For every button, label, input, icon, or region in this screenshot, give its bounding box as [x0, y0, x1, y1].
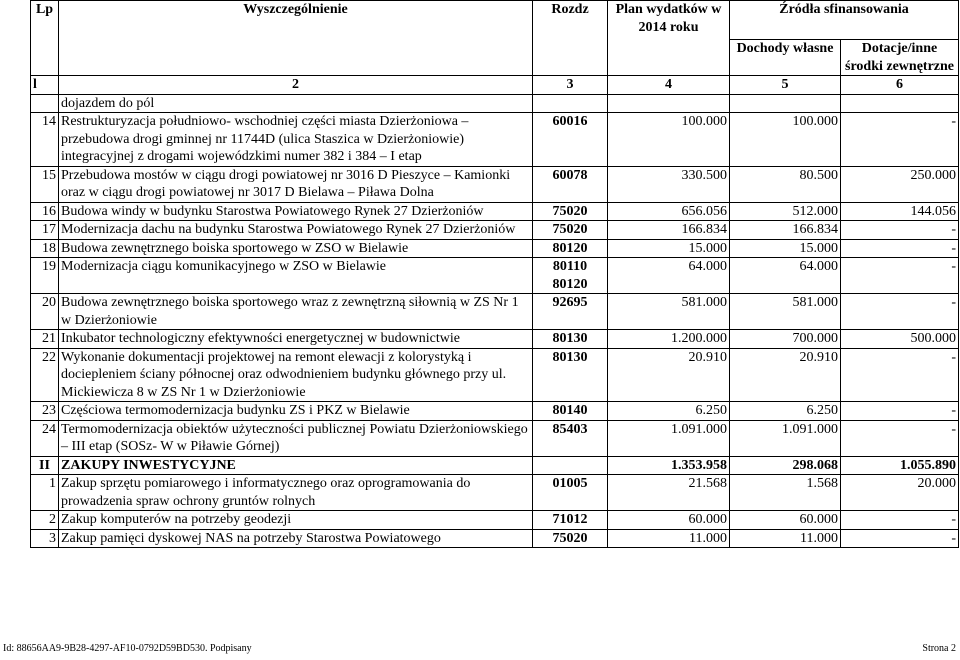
- header-row: [31, 1, 959, 40]
- column-number: 5: [730, 76, 841, 95]
- row-own-income: 166.834: [730, 221, 841, 240]
- table-row: [31, 202, 959, 221]
- row-plan-amount: 20.910: [608, 348, 730, 402]
- section-row: [31, 456, 959, 475]
- row-grants: -: [841, 239, 959, 258]
- row-rozdz: 75020: [533, 529, 608, 548]
- header-item: Wyszczególnienie: [59, 1, 533, 76]
- row-rozdz: 01005: [533, 475, 608, 511]
- row-rozdz: 80120: [533, 239, 608, 258]
- row-rozdz: [533, 456, 608, 475]
- row-description: Inkubator technologiczny efektywności energetycznej w budownictwie: [59, 330, 533, 349]
- header-sources: Źródła sfinansowania: [730, 1, 959, 40]
- row-description: Zakup sprzętu pomiarowego i informatycznego oraz oprogramowania do prowadzenia spraw ochrony gruntów rolnych: [59, 475, 533, 511]
- row-plan-amount: 21.568: [608, 475, 730, 511]
- row-grants: 250.000: [841, 166, 959, 202]
- row-plan-amount: 15.000: [608, 239, 730, 258]
- table-row: [31, 94, 959, 113]
- row-own-income: 581.000: [730, 294, 841, 330]
- column-number: 2: [59, 76, 533, 95]
- column-number: l: [31, 76, 59, 95]
- row-description: Termomodernizacja obiektów użyteczności publicznej Powiatu Dzierżoniowskiego – III etap (SOSz- W w Piławie Górnej): [59, 420, 533, 456]
- row-rozdz: [533, 94, 608, 113]
- row-grants: -: [841, 294, 959, 330]
- table-row: [31, 420, 959, 456]
- row-grants: [841, 94, 959, 113]
- row-rozdz: 75020: [533, 221, 608, 240]
- row-description: Wykonanie dokumentacji projektowej na remont elewacji z kolorystyką i dociepleniem ściany północnej oraz odwodnieniem budynku głównego przy ul. Mickiewicza 8 w ZS Nr 1 w Dzierżoniowie: [59, 348, 533, 402]
- table-row: [31, 511, 959, 530]
- row-rozdz: 80140: [533, 402, 608, 421]
- row-description: Budowa windy w budynku Starostwa Powiatowego Rynek 27 Dzierżoniów: [59, 202, 533, 221]
- row-description: Przebudowa mostów w ciągu drogi powiatowej nr 3016 D Pieszyce – Kamionki oraz w ciągu drogi powiatowej nr 3017 D Bielawa – Piława Dolna: [59, 166, 533, 202]
- document-id-footer: Id: 88656AA9-9B28-4297-AF10-0792D59BD530. Podpisany: [3, 643, 252, 654]
- row-plan-amount: 11.000: [608, 529, 730, 548]
- row-grants: -: [841, 511, 959, 530]
- header-plan: Plan wydatków w 2014 roku: [608, 1, 730, 76]
- row-grants: 20.000: [841, 475, 959, 511]
- row-own-income: 298.068: [730, 456, 841, 475]
- row-description: Zakup pamięci dyskowej NAS na potrzeby Starostwa Powiatowego: [59, 529, 533, 548]
- row-own-income: 64.000: [730, 258, 841, 294]
- row-own-income: 1.091.000: [730, 420, 841, 456]
- table-row: [31, 113, 959, 167]
- row-lp: [31, 94, 59, 113]
- row-lp: 19: [31, 258, 59, 294]
- row-plan-amount: 1.200.000: [608, 330, 730, 349]
- row-own-income: 512.000: [730, 202, 841, 221]
- row-own-income: 11.000: [730, 529, 841, 548]
- row-grants: -: [841, 402, 959, 421]
- table-row: [31, 294, 959, 330]
- table-body: [31, 94, 959, 548]
- row-rozdz: 75020: [533, 202, 608, 221]
- row-grants: -: [841, 348, 959, 402]
- column-number: 4: [608, 76, 730, 95]
- row-own-income: 80.500: [730, 166, 841, 202]
- row-grants: 500.000: [841, 330, 959, 349]
- row-plan-amount: 166.834: [608, 221, 730, 240]
- row-own-income: 60.000: [730, 511, 841, 530]
- row-own-income: 20.910: [730, 348, 841, 402]
- row-description: ZAKUPY INWESTYCYJNE: [59, 456, 533, 475]
- table-row: [31, 330, 959, 349]
- table-row: [31, 402, 959, 421]
- table-row: [31, 475, 959, 511]
- row-lp: 1: [31, 475, 59, 511]
- header-grants: Dotacje/inne środki zewnętrzne: [841, 40, 959, 76]
- row-lp: 3: [31, 529, 59, 548]
- column-number: 6: [841, 76, 959, 95]
- row-lp: 17: [31, 221, 59, 240]
- row-lp: 18: [31, 239, 59, 258]
- row-grants: -: [841, 420, 959, 456]
- table-row: [31, 166, 959, 202]
- row-own-income: 100.000: [730, 113, 841, 167]
- budget-table: [30, 0, 959, 548]
- row-rozdz: 71012: [533, 511, 608, 530]
- row-plan-amount: 656.056: [608, 202, 730, 221]
- row-grants: 144.056: [841, 202, 959, 221]
- row-rozdz: 80110 80120: [533, 258, 608, 294]
- row-rozdz: 85403: [533, 420, 608, 456]
- row-plan-amount: 100.000: [608, 113, 730, 167]
- row-plan-amount: 330.500: [608, 166, 730, 202]
- row-plan-amount: 64.000: [608, 258, 730, 294]
- row-grants: -: [841, 113, 959, 167]
- column-number: 3: [533, 76, 608, 95]
- row-lp: 24: [31, 420, 59, 456]
- row-grants: -: [841, 529, 959, 548]
- row-description: Zakup komputerów na potrzeby geodezji: [59, 511, 533, 530]
- header-own-income: Dochody własne: [730, 40, 841, 76]
- row-description: Budowa zewnętrznego boiska sportowego w ZSO w Bielawie: [59, 239, 533, 258]
- table-row: [31, 529, 959, 548]
- header-lp: Lp: [31, 1, 59, 76]
- row-grants: -: [841, 258, 959, 294]
- table-row: [31, 239, 959, 258]
- row-own-income: 700.000: [730, 330, 841, 349]
- row-rozdz: 80130: [533, 330, 608, 349]
- row-description: Budowa zewnętrznego boiska sportowego wraz z zewnętrzną siłownią w ZS Nr 1 w Dzierżoniowie: [59, 294, 533, 330]
- table-row: [31, 258, 959, 294]
- row-own-income: [730, 94, 841, 113]
- header-rozdz: Rozdz: [533, 1, 608, 76]
- row-lp: 22: [31, 348, 59, 402]
- page-number-footer: Strona 2: [922, 643, 956, 654]
- row-lp: 23: [31, 402, 59, 421]
- row-rozdz: 60078: [533, 166, 608, 202]
- row-description: Modernizacja dachu na budynku Starostwa Powiatowego Rynek 27 Dzierżoniów: [59, 221, 533, 240]
- row-own-income: 1.568: [730, 475, 841, 511]
- row-plan-amount: [608, 94, 730, 113]
- row-lp: II: [31, 456, 59, 475]
- row-lp: 16: [31, 202, 59, 221]
- row-plan-amount: 6.250: [608, 402, 730, 421]
- row-rozdz: 60016: [533, 113, 608, 167]
- table-row: [31, 348, 959, 402]
- row-lp: 20: [31, 294, 59, 330]
- row-lp: 15: [31, 166, 59, 202]
- row-plan-amount: 1.091.000: [608, 420, 730, 456]
- row-plan-amount: 60.000: [608, 511, 730, 530]
- row-grants: 1.055.890: [841, 456, 959, 475]
- row-description: Restrukturyzacja południowo- wschodniej części miasta Dzierżoniowa – przebudowa drogi gminnej nr 11744D (ulica Staszica w Dzierżoniowie) integracyjnej z drogami wojewódzkimi numer 382 i 384 – I etap: [59, 113, 533, 167]
- row-plan-amount: 1.353.958: [608, 456, 730, 475]
- row-description: dojazdem do pól: [59, 94, 533, 113]
- row-grants: -: [841, 221, 959, 240]
- row-plan-amount: 581.000: [608, 294, 730, 330]
- row-rozdz: 80130: [533, 348, 608, 402]
- row-lp: 21: [31, 330, 59, 349]
- column-number-row: [31, 76, 959, 95]
- row-own-income: 6.250: [730, 402, 841, 421]
- table-row: [31, 221, 959, 240]
- row-rozdz: 92695: [533, 294, 608, 330]
- row-lp: 14: [31, 113, 59, 167]
- row-description: Modernizacja ciągu komunikacyjnego w ZSO w Bielawie: [59, 258, 533, 294]
- row-lp: 2: [31, 511, 59, 530]
- row-own-income: 15.000: [730, 239, 841, 258]
- row-description: Częściowa termomodernizacja budynku ZS i PKZ w Bielawie: [59, 402, 533, 421]
